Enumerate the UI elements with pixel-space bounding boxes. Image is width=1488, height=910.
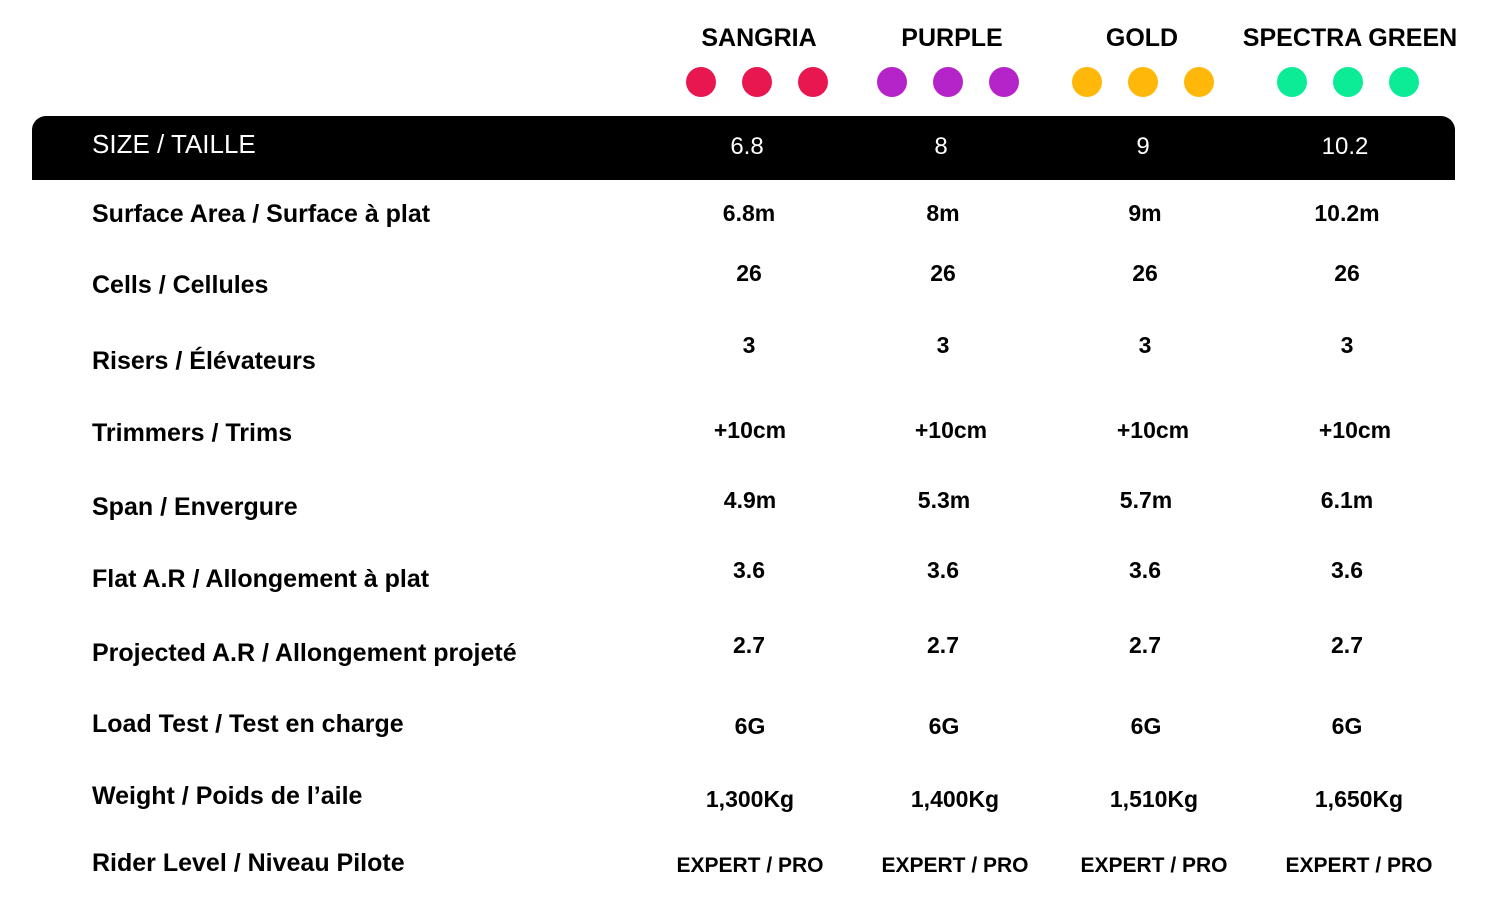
table-cell: 26 <box>1334 260 1360 286</box>
table-cell: +10cm <box>713 417 787 443</box>
table-cell: 2.7 <box>1129 632 1161 658</box>
table-cell: 3.6 <box>733 557 765 583</box>
color-dot-icon <box>1333 67 1363 97</box>
table-cell: 6.8m <box>722 200 776 226</box>
table-cell: 3 <box>1340 332 1354 358</box>
table-cell: 1,300Kg <box>705 786 795 812</box>
size-value: 6.8 <box>730 133 764 160</box>
table-cell: 3 <box>1138 332 1152 358</box>
table-cell: +10cm <box>1116 417 1190 443</box>
table-cell: 6G <box>1331 713 1363 739</box>
size-header-bar <box>32 116 1455 180</box>
color-swatches-spectra-green <box>1277 67 1419 97</box>
table-cell: 4.9m <box>723 487 777 513</box>
color-header-purple: PURPLE <box>901 24 1003 52</box>
table-cell: 6.1m <box>1320 487 1374 513</box>
color-dot-icon <box>1072 67 1102 97</box>
color-header-spectra-green: SPECTRA GREEN <box>1242 24 1458 52</box>
size-value: 9 <box>1136 133 1150 160</box>
table-cell: 6G <box>734 713 766 739</box>
row-label-rider-level: Rider Level / Niveau Pilote <box>92 849 405 877</box>
table-cell: 1,400Kg <box>910 786 1000 812</box>
row-label-cells: Cells / Cellules <box>92 271 269 299</box>
table-cell: 5.3m <box>917 487 971 513</box>
color-dot-icon <box>798 67 828 97</box>
table-cell: 8m <box>926 200 960 226</box>
row-label-weight: Weight / Poids de l’aile <box>92 782 363 810</box>
color-header-sangria: SANGRIA <box>701 24 817 52</box>
table-cell: 5.7m <box>1119 487 1173 513</box>
row-label-span: Span / Envergure <box>92 493 298 521</box>
color-dot-icon <box>1128 67 1158 97</box>
color-dot-icon <box>1277 67 1307 97</box>
color-dot-icon <box>1184 67 1214 97</box>
table-cell: 3.6 <box>1331 557 1363 583</box>
table-cell: 3.6 <box>927 557 959 583</box>
row-label-surface-area: Surface Area / Surface à plat <box>92 200 431 228</box>
color-header-gold: GOLD <box>1105 24 1179 52</box>
table-cell: EXPERT / PRO <box>676 854 824 877</box>
table-cell: +10cm <box>1318 417 1392 443</box>
color-dot-icon <box>933 67 963 97</box>
color-dot-icon <box>989 67 1019 97</box>
color-dot-icon <box>742 67 772 97</box>
table-cell: 6G <box>1130 713 1162 739</box>
size-label: SIZE / TAILLE <box>92 129 256 159</box>
table-cell: 10.2m <box>1314 200 1380 226</box>
row-label-risers: Risers / Élévateurs <box>92 347 316 375</box>
table-cell: 26 <box>736 260 762 286</box>
color-dot-icon <box>877 67 907 97</box>
color-dot-icon <box>686 67 716 97</box>
table-cell: 9m <box>1128 200 1162 226</box>
table-cell: EXPERT / PRO <box>881 854 1029 877</box>
table-cell: 26 <box>1132 260 1158 286</box>
table-cell: 3 <box>936 332 950 358</box>
table-cell: EXPERT / PRO <box>1285 854 1433 877</box>
row-label-flat-ar: Flat A.R / Allongement à plat <box>92 565 430 593</box>
size-value: 10.2 <box>1321 133 1369 160</box>
row-label-projected-ar: Projected A.R / Allongement projeté <box>92 639 517 667</box>
color-swatches-sangria <box>686 67 828 97</box>
table-cell: 1,510Kg <box>1109 786 1199 812</box>
table-cell: 6G <box>928 713 960 739</box>
color-dot-icon <box>1389 67 1419 97</box>
table-cell: 2.7 <box>927 632 959 658</box>
table-cell: 2.7 <box>1331 632 1363 658</box>
row-label-load-test: Load Test / Test en charge <box>92 710 404 738</box>
color-swatches-purple <box>877 67 1019 97</box>
table-cell: 2.7 <box>733 632 765 658</box>
table-cell: 3 <box>742 332 756 358</box>
table-cell: 3.6 <box>1129 557 1161 583</box>
table-cell: +10cm <box>914 417 988 443</box>
table-cell: 26 <box>930 260 956 286</box>
color-swatches-gold <box>1072 67 1214 97</box>
size-value: 8 <box>934 133 948 160</box>
row-label-trimmers: Trimmers / Trims <box>92 419 293 447</box>
table-cell: EXPERT / PRO <box>1080 854 1228 877</box>
table-cell: 1,650Kg <box>1314 786 1404 812</box>
